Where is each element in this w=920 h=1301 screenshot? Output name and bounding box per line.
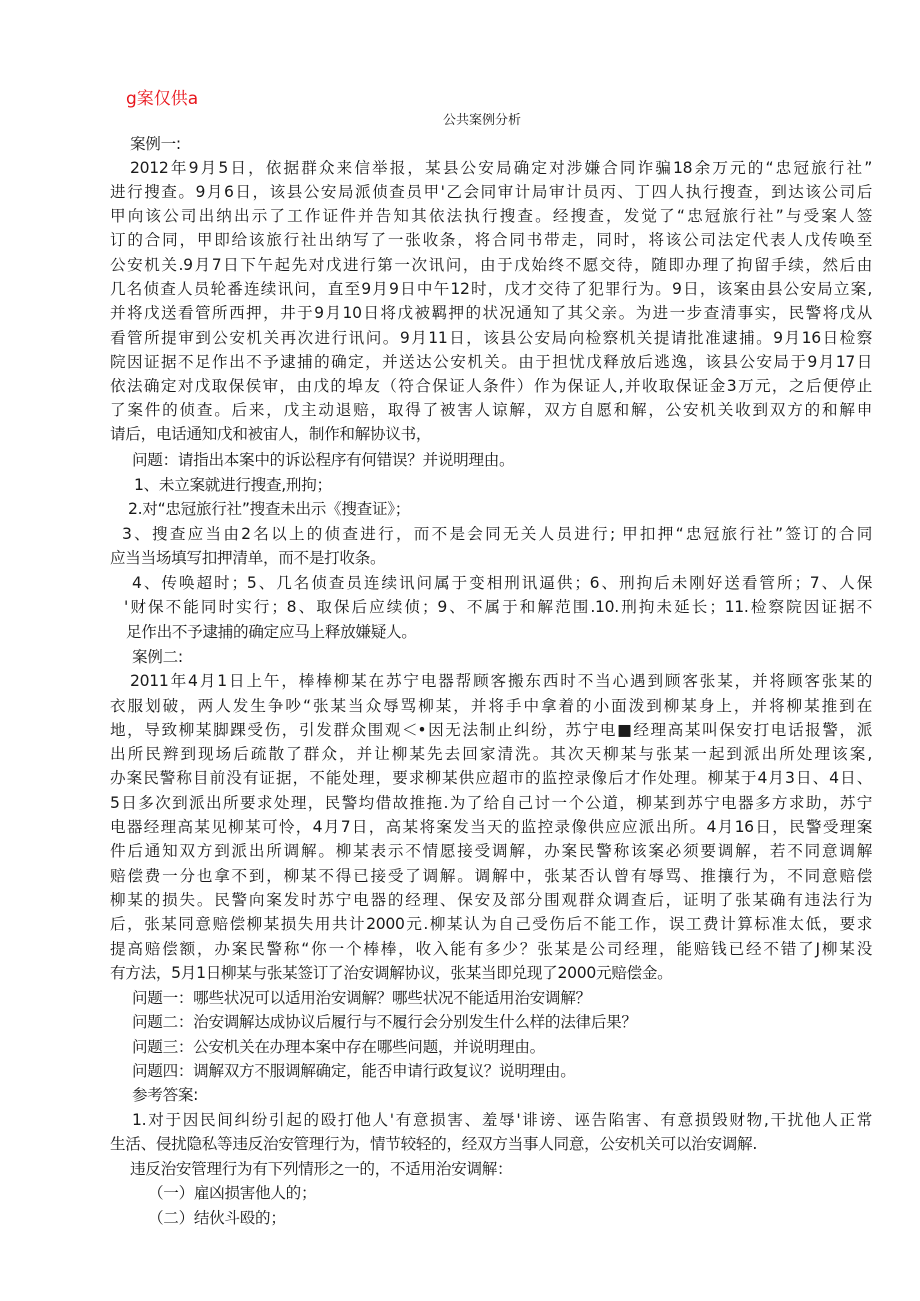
case1-answer-item: 1、未立案就进行搜查,刑拘； [134,476,332,494]
case2-question: 问题一：哪些状况可以适用治安调解？哪些状况不能适用治安调解？ [132,989,591,1007]
case1-paragraph-line: 请后，电话通知戊和被宙人，制作和解协议书， [110,425,432,443]
watermark-text: g案仅供a [126,89,199,109]
reference-line: （二）结伙斗殴的； [148,1209,286,1227]
case2-paragraph-line: 柳某的损失。民警向案发时苏宁电器的经理、保安及部分围观群众调查后，证明了张某确有违法行为 [110,891,872,909]
case1-answer-item: 4、传唤超时；5、几名侦查员连续讯问属于变相刑讯逼供；6、刑拘后未刚好送看管所；7、人保 [132,574,872,592]
case2-question: 问题四：调解双方不服调解确定，能否申请行政复议？说明理由。 [132,1062,576,1080]
case1-paragraph-line: 几名侦查人员轮番连续讯问，直至9月9日中午12时，戊才交待了犯罪行为。9日，该案由县公安局立案, [110,280,872,298]
case1-answer-item: 足作出不予逮捕的确定应马上释放嫌疑人。 [126,623,417,641]
case2-paragraph-line: 后，张某同意赔偿柳某损失用共计2000元.柳某认为自己受伤后不能工作，误工费计算标准太低，要求 [110,915,872,933]
case1-heading: 案例一: [130,135,181,153]
case2-paragraph-line: 电器经理高某见柳某可怜，4月7日，高某将案发当天的监控录像供应应派出所。4月16日，民警受理案 [110,818,872,836]
case2-paragraph-line: 办案民警称目前没有证据，不能处理，要求柳某供应超市的监控录像后才作处理。柳某于4月3日、4日、 [110,769,872,787]
case1-answer-item: 3、搜查应当由2名以上的侦查进行，而不是会同无关人员进行; 甲扣押“忠冠旅行社”签订的合同 [122,525,872,543]
case2-paragraph-line: 出所民辫到现场后疏散了群众，并让柳某先去回家清洗。其次天柳某与张某一起到派出所处理该案, [110,745,872,763]
case2-paragraph-line: 提高赔偿额，办案民警称“你一个棒棒，收入能有多少？张某是公司经理，能赔钱已经不错了J柳某没 [110,940,872,958]
document-title: 公共案例分析 [442,113,521,128]
case1-paragraph-line: 甲向该公司出纳出示了工作证件并告知其依法执行搜查。经搜查，发觉了“忠冠旅行社”与受案人签 [110,207,872,225]
reference-heading: 参考答案: [132,1086,199,1104]
reference-line: （一）雇凶损害他人的； [148,1184,317,1202]
reference-line: 违反治安管理行为有下列情形之一的，不适用治安调解： [130,1160,513,1178]
case1-paragraph-line: 并将戊送看管所西押，井于9月10日将戊被羁押的状况通知了其父亲。为进一步查清事实，民警将戊从 [110,304,872,322]
case1-paragraph-line: 2012年9月5日，依据群众来信举报，某县公安局确定对涉嫌合同诈骗18余万元的“忠冠旅行社” [130,159,872,177]
case1-answer-item: 应当当场填写扣押清单，而不是打收条。 [110,549,386,567]
case1-paragraph-line: 看管所提审到公安机关再次进行讯问。9月11日，该县公安局向检察机关提请批准逮捕。9月16日检察 [110,329,872,347]
case2-heading: 案例二: [132,648,183,666]
case2-paragraph-line: 有方法，5月1日柳某与张某签订了治安调解协议，张某当即兑现了2000元赔偿金。 [110,964,673,982]
case2-question: 问题三：公安机关在办理本案中存在哪些问题，并说明理由。 [132,1038,545,1056]
case1-paragraph-line: 了案件的侦查。后来，戊主动退赔，取得了被害人谅解，双方自愿和解，公安机关收到双方的和解申 [110,401,872,419]
case1-paragraph-line: 公安机关.9月7日下午起先对戊进行第一次讯问，由于戊始终不愿交待，随即办理了拘留手续，然后由 [110,256,872,274]
case1-paragraph-line: 进行搜查。9月6日，该县公安局派侦查员甲'乙会同审计局审计员丙、丁四人执行搜查，到达该公司后 [110,183,872,201]
case1-paragraph-line: 订的合同，甲即给该旅行社出纳写了一张收条，将合同书带走，同时，将该公司法定代表人戊传唤至 [110,231,872,249]
case2-paragraph-line: 地，导致柳某脚踝受伤，引发群众围观＜•因无法制止纠纷，苏宁电■经理高某叫保安打电话报警，派 [110,721,872,739]
case2-paragraph-line: 件后通知双方到派出所调解。柳某表示不情愿接受调解，办案民警称该案必须要调解，若不同意调解 [110,842,872,860]
case1-answer-item: 2.对“忠冠旅行社”搜查未出示《搜查证》； [128,500,411,518]
case1-paragraph-line: 院因证据不足作出不予逮捕的确定，并送达公安机关。由于担忧戊释放后逃逸，该县公安局于9月17日 [110,353,872,371]
case1-paragraph-line: 依法确定对戊取保侯审，由戊的埠友（符合保证人条件）作为保证人,并收取保证金3万元，之后便停止 [110,377,872,395]
reference-line: 1.对于因民间纠纷引起的殴打他人'有意损害、羞辱'诽谤、诬告陷害、有意损毁财物,干扰他人正常 [132,1111,872,1129]
case1-answer-item: '财保不能同时实行；8、取保后应续侦；9、不属于和解范围.10.刑拘未延长；11.检察院因证据不 [124,598,872,616]
case2-paragraph-line: 2011年4月1日上午，棒棒柳某在苏宁电器帮顾客搬东西时不当心遇到顾客张某，并将顾客张某的 [130,672,872,690]
case2-paragraph-line: 赔偿费一分也拿不到，柳某不得已接受了调解。调解中，张某否认曾有辱骂、推攘行为，不同意赔偿 [110,867,872,885]
case2-paragraph-line: 5日多次到派出所要求处理，民警均借故推拖.为了给自己讨一个公道，柳某到苏宁电器多方求助，苏宁 [110,794,872,812]
case2-question: 问题二：治安调解达成协议后履行与不履行会分别发生什么样的法律后果？ [132,1013,637,1031]
case2-paragraph-line: 衣服划破，两人发生争吵“张某当众辱骂柳某，并将手中拿着的小面泼到柳某身上，并将柳某推到在 [110,697,872,715]
reference-line: 生活、侵扰隐私等违反治安管理行为，情节较轻的，经双方当事人同意，公安机关可以治安调解. [110,1135,757,1153]
case1-question: 问题：请指出本案中的诉讼程序有何错误？并说明理由。 [132,451,515,469]
